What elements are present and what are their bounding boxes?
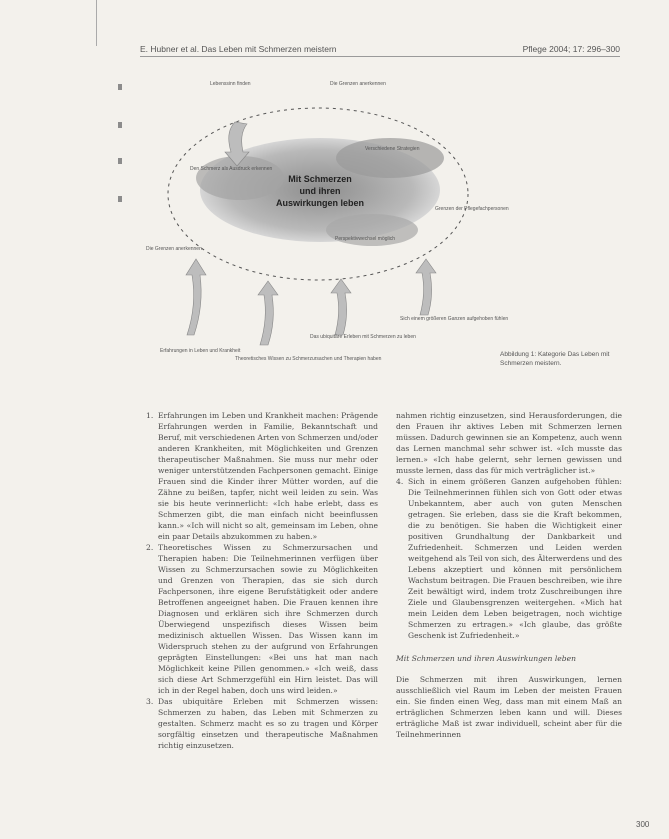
item-number: 4. <box>396 477 404 486</box>
margin-mark <box>118 122 122 128</box>
item-number: 1. <box>146 411 154 420</box>
arrow-lower-center <box>258 281 278 345</box>
item-text: Sich in einem größeren Ganzen aufgehoben fühlen: Die Teilnehmerinnen fühlen sich von Gott oder etwas Unbekanntem, aber auch von guten Menschen getragen. Sie erleben, dass sie die Kraft bekommen, die zu benötigen. Sie haben die Wichtigkeit einer positiven Grundhaltung der Dankbarkeit und Zufriedenheit. Schmerzen und Leiden werden weitgehend als Teil von sich, des Älterwerdens und des Lebens akzeptiert und können mit persönlichem Wachstum beitragen. Die Frauen beschreiben, wie ihre Zeit bewältigt wird, indem trotz Zuschreibungen ihre Ziele und Glaubensgrenzen weitergehen. «Mich hat mein Leiden dem Leben beigetragen, noch wichtige Schmerzen zu ertragen.» «Ich glaube, das größte Geschenk ist Zufriedenheit.» <box>408 477 622 640</box>
item-text: Das ubiquitäre Erleben mit Schmerzen wissen: Schmerzen zu haben, das Leben mit Schmerzen zu gestalten. Schmerz macht es so zu tragen und Körper sorgfältig einsetzen und therapeutische Maßnahmen richtig einzusetzen. <box>158 697 378 750</box>
label-ganzen: Sich einem größeren Ganzen aufgehoben fühlen <box>400 316 509 322</box>
center-title-3: Auswirkungen leben <box>275 198 365 208</box>
center-title-1: Mit Schmerzen <box>288 174 352 184</box>
right-column <box>396 410 622 740</box>
label-ausdruck: Den Schmerz als Ausdruck erkennen <box>190 166 273 172</box>
center-title-2: und ihren <box>299 186 341 196</box>
label-erleben: Das ubiquitäre Erleben mit Schmerzen zu leben <box>310 334 416 340</box>
label-erfahrungen: Erfahrungen in Leben und Krankheit <box>160 348 241 354</box>
label-wissen: Theoretisches Wissen zu Schmerzursachen und Therapien haben <box>235 356 382 362</box>
item-number: 3. <box>146 697 154 706</box>
margin-mark <box>118 84 122 90</box>
margin-mark <box>118 158 122 164</box>
list-item <box>146 410 378 542</box>
diagram-svg <box>140 70 509 370</box>
header-citation: Pflege 2004; 17: 296–300 <box>522 44 620 54</box>
left-column <box>146 410 378 751</box>
margin-line <box>96 0 97 46</box>
page-number: 300 <box>636 820 650 829</box>
label-grenzen-anerkennen: Die Grenzen anerkennen <box>146 246 202 252</box>
margin-mark <box>118 196 122 202</box>
label-perspektive: Perspektivwechsel möglich <box>335 236 396 242</box>
closing-paragraph: Die Schmerzen mit ihren Auswirkungen, lernen ausschließlich viel Raum im Leben der meisten Frauen ein. Sie finden einen Weg, dass man mit einem Maß an erträglichen Schmerzen leben kann und will. Dieses erträgliche Maß ist zwar individuell, scheint aber für die Teilnehmerinnen <box>396 675 622 739</box>
section-subheading: Mit Schmerzen und ihren Auswirkungen leben <box>396 654 576 663</box>
figure-caption: Abbildung 1: Kategorie Das Leben mit Schmerzen meistern. <box>500 351 610 367</box>
item-text: Theoretisches Wissen zu Schmerzursachen und Therapien haben: Die Teilnehmerinnen verfügen über Wissen zu Schmerzursachen sowie zu Möglichkeiten und Grenzen von Therapien, das sie sich durch Fachpersonen, ihre eigene Berufstätigkeit oder andere Betroffenen angeeignet haben. Die Frauen kennen ihre Diagnosen und erklären sich ihre Schmerzen durch Überwiegend unspezifisch dieses Wissen beim medizinisch aktuellen Wissen. Das Wissen kann im Widerspruch stehen zu der aufgrund von Erfahrungen geprägten Einstellungen: «Bei uns hat man nach Möglichkeit keine Pillen genommen.» «Ich weiß, dass sich diese Art Schmerzgefühl ein Hirn leistet. Das will ich in der Regel haben, doch uns wird leiden.» <box>158 543 378 695</box>
label-fachpersonen: Grenzen der Pflegefachpersonen <box>435 206 509 212</box>
header-rule <box>140 56 620 57</box>
continued-paragraph: nahmen richtig einzusetzen, sind Herausforderungen, die den Frauen ihr aktives Leben mit Schmerzen lernen müssen. Dadurch gewinnen sie an Kompetenz, auch wenn das Lernen manchmal sehr schwer ist. «Ich musste das lernen.» «Ich habe gelernt, sehr lernen gewissen und musste lernen, dass das für mich verträglicher ist.» <box>396 411 622 475</box>
item-number: 2. <box>146 543 154 552</box>
label-strategien: Verschiedene Strategien <box>365 146 420 152</box>
list-item <box>146 542 378 696</box>
header-title: E. Hubner et al. Das Leben mit Schmerzen meistern <box>140 44 337 54</box>
label-grenzen: Die Grenzen anerkennen <box>330 81 386 87</box>
item-text: Erfahrungen im Leben und Krankheit machen: Prägende Erfahrungen werden in Familie, Bekanntschaft und Beruf, mit verschiedenen Arten von Schmerzen und/oder anderen Krankheiten, mit Möglichkeiten und Grenzen therapeutischer Maßnahmen. Sie muss nur mehr oder weniger unterstützenden Fachpersonen gemacht. Einige Frauen sind die Kinder ihrer Mütter worden, auf die Zähne zu beißen, tapfer, nicht weil leiden zu sein. Was sie bis heute verinnerlicht: «Ich habe erlebt, dass es Schmerzen gibt, die man einfach nicht beeinflussen kann.» «Ich will nicht so alt, gemeinsam im Leben, ohne ein paar Details abzukommen zu haben.» <box>158 411 378 541</box>
category-diagram <box>140 70 509 370</box>
arrow-lower-right <box>331 279 351 335</box>
label-lebenssinn: Lebenssinn finden <box>210 81 251 87</box>
list-item <box>396 476 622 641</box>
list-item <box>146 696 378 751</box>
arrow-right <box>416 259 436 315</box>
arrow-lower-left <box>186 259 206 335</box>
